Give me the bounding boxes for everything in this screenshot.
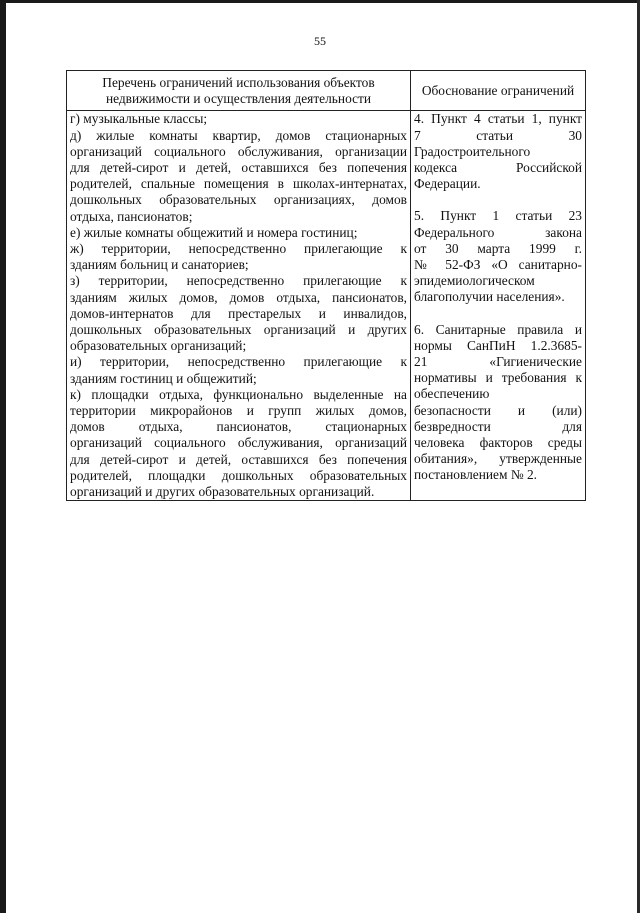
text-line: Федерального закона [414, 224, 582, 240]
text-line: организаций и других образовательных организаций. [70, 484, 375, 500]
text-line: дошкольных образовательных организаций и других [70, 322, 407, 338]
table-body-row [67, 111, 586, 501]
text-line: родителей, площадки дошкольных образовательных [70, 467, 407, 483]
text-line: зданиям гостиниц и общежитий; [70, 370, 257, 386]
text-line: Градостроительного [414, 143, 531, 159]
text-line: образовательных организаций; [70, 338, 247, 354]
text-line: постановлением № 2. [414, 467, 537, 483]
justification-cell [411, 111, 586, 501]
text-line: д) жилые комнаты квартир, домов стационарных [70, 127, 407, 143]
text-line: 21 «Гигиенические [414, 354, 582, 370]
header-line: Перечень ограничений использования объектов [102, 75, 375, 90]
paragraph-gap [414, 192, 582, 208]
text-line: з) территории, непосредственно прилегающие к [70, 273, 407, 289]
text-line: благополучии населения». [414, 289, 565, 305]
scan-edge-top [0, 0, 640, 3]
text-line: 4. Пункт 4 статьи 1, пункт [414, 111, 582, 127]
text-line: организаций социального обслуживания, организации [70, 143, 407, 159]
text-line: организаций социального обслуживания, организаций [70, 435, 407, 451]
text-line: зданиям жилых домов, домов отдыха, пансионатов, [70, 289, 407, 305]
text-line: № 52-ФЗ «О санитарно- [414, 257, 582, 273]
text-line: нормы СанПиН 1.2.3685- [414, 337, 582, 353]
text-line: обитания», утвержденные [414, 451, 582, 467]
text-line: нормативы и требования к [414, 370, 582, 386]
text-line: домов-интернатов для престарелых и инвалидов, [70, 305, 407, 321]
paragraph-gap [414, 306, 582, 322]
text-line: родителей, спальные помещения в школах-интернатах, [70, 176, 407, 192]
text-line: е) жилые комнаты общежитий и номера гостиниц; [70, 224, 358, 240]
text-line: от 30 марта 1999 г. [414, 240, 582, 256]
text-line: территории микрорайонов и групп жилых домов, [70, 403, 407, 419]
text-line: 6. Санитарные правила и [414, 321, 582, 337]
text-line: человека факторов среды [414, 435, 582, 451]
restrictions-table [66, 70, 586, 501]
text-line: зданиям больниц и санаториев; [70, 257, 249, 273]
text-line: к) площадки отдыха, функционально выделенные на [70, 386, 407, 402]
text-line: 5. Пункт 1 статьи 23 [414, 208, 582, 224]
text-line: Федерации. [414, 176, 481, 192]
text-line: 7 статьи 30 [414, 127, 582, 143]
restrictions-list-cell [67, 111, 411, 501]
text-line: обеспечению [414, 386, 490, 402]
text-line: эпидемиологическом [414, 273, 535, 289]
text-line: домов отдыха, пансионатов, стационарных [70, 419, 407, 435]
header-justification: Обоснование ограничений [411, 71, 586, 111]
header-restrictions-list [67, 71, 411, 111]
page-number: 55 [314, 34, 326, 48]
text-line: г) музыкальные классы; [70, 111, 208, 127]
text-line: для детей-сирот и детей, оставшихся без попечения [70, 451, 407, 467]
text-line: дошкольных образовательных организациях, домов [70, 192, 407, 208]
table-header-row [67, 71, 586, 111]
text-line: отдыха, пансионатов; [70, 208, 193, 224]
text-line: ж) территории, непосредственно прилегающие к [70, 241, 407, 257]
header-line: недвижимости и осуществления деятельности [105, 91, 372, 107]
text-line: для детей-сирот и детей, оставшихся без попечения [70, 160, 407, 176]
text-line: и) территории, непосредственно прилегающие к [70, 354, 407, 370]
scan-edge-left [0, 0, 6, 913]
text-line: безопасности и (или) [414, 402, 582, 418]
text-line: кодекса Российской [414, 160, 582, 176]
text-line: безвредности для [414, 418, 582, 434]
